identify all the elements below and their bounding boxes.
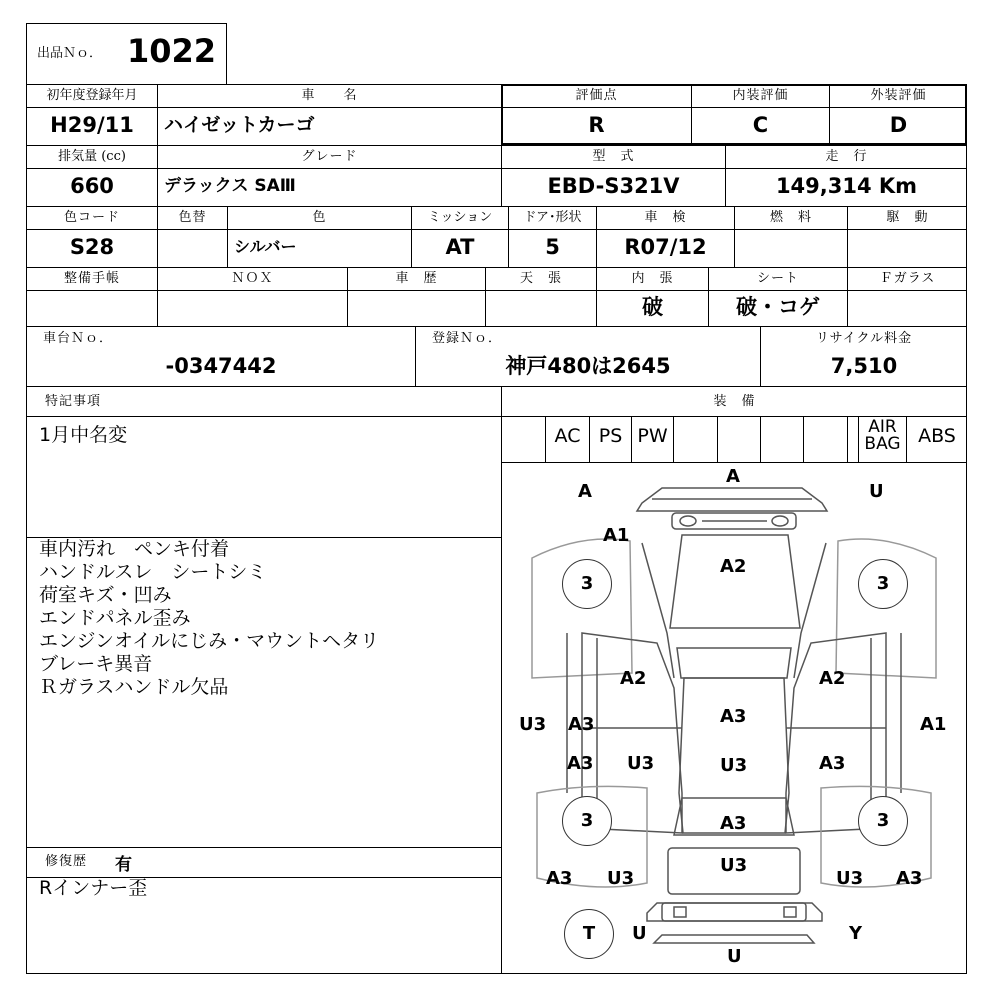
exterior-label: 外装評価 bbox=[870, 88, 927, 103]
equip-slot-5 bbox=[673, 416, 717, 462]
grade-value: デラックス SAⅢ bbox=[164, 176, 296, 196]
color-code-value: S28 bbox=[69, 235, 115, 259]
color-change-label: 色替 bbox=[178, 210, 207, 225]
first-reg-label: 初年度登録年月 bbox=[46, 88, 138, 103]
equip-airbag-line1: AIR bbox=[868, 417, 897, 437]
sunroof-label: 天 張 bbox=[519, 271, 562, 286]
doors-value: 5 bbox=[545, 235, 560, 259]
equip-slot-8 bbox=[803, 416, 847, 462]
registration-cell bbox=[415, 326, 760, 386]
registration-value: 神戸480は2645 bbox=[505, 354, 671, 378]
mission-cell bbox=[411, 206, 508, 267]
chassis-label: 車台Ｎｏ． bbox=[43, 331, 114, 346]
lot-label: 出品Ｎｏ． bbox=[37, 46, 103, 61]
doors-cell bbox=[508, 206, 596, 267]
mark-front-left: A bbox=[578, 481, 592, 502]
mark-left-door: A3 bbox=[568, 714, 595, 735]
registration-label: 登録Ｎｏ． bbox=[432, 331, 503, 346]
history-label: 車 歴 bbox=[395, 271, 438, 286]
inspection-cell bbox=[596, 206, 734, 267]
wheel-front-right: 3 bbox=[858, 559, 908, 609]
mark-left-lower-a3: A3 bbox=[567, 753, 594, 774]
mission-label: ミッション bbox=[427, 210, 493, 225]
mark-rear-left-u3: U3 bbox=[607, 868, 635, 889]
displacement-label: 排気量 (cc) bbox=[58, 149, 126, 164]
interior-ceiling-label: 内 張 bbox=[631, 271, 674, 286]
car-name-cell bbox=[157, 84, 501, 145]
wheel-rear-left: 3 bbox=[562, 796, 612, 846]
lot-number: 1022 bbox=[127, 32, 217, 70]
inspection-label: 車 検 bbox=[644, 210, 687, 225]
notes-line: Ｒガラスハンドル欠品 bbox=[39, 676, 229, 698]
notes-section bbox=[26, 386, 501, 974]
equip-slot-1 bbox=[501, 416, 545, 462]
nox-cell bbox=[157, 267, 347, 326]
mark-bottom-left: U bbox=[632, 923, 647, 944]
notes-line: 荷室キズ・凹み bbox=[39, 584, 172, 606]
mark-roof-a3: A3 bbox=[720, 706, 747, 727]
mission-value: AT bbox=[445, 235, 475, 259]
inspection-value: R07/12 bbox=[624, 235, 707, 259]
equipment-label: 装 備 bbox=[713, 394, 756, 409]
notes-line: 車内汚れ ペンキ付着 bbox=[39, 538, 230, 560]
maintenance-label: 整備手帳 bbox=[63, 271, 120, 286]
equip-ps: PS bbox=[589, 416, 631, 462]
chassis-cell bbox=[26, 326, 415, 386]
mark-bonnet: A2 bbox=[720, 556, 747, 577]
notes-line: エンドパネル歪み bbox=[39, 607, 191, 629]
displacement-cell bbox=[26, 145, 157, 206]
equip-abs: ABS bbox=[906, 416, 967, 462]
recycle-cell bbox=[760, 326, 967, 386]
notes-label: 特記事項 bbox=[45, 394, 102, 409]
mark-bottom-center: U bbox=[727, 946, 742, 967]
interior-ceiling-value: 破 bbox=[642, 295, 663, 319]
color-value: シルバー bbox=[234, 237, 297, 256]
interior-label: 内装評価 bbox=[732, 88, 789, 103]
notes-line: エンジンオイルにじみ・マウントヘタリ bbox=[39, 630, 380, 652]
doors-label: ドア･形状 bbox=[523, 210, 582, 225]
equip-pw: PW bbox=[631, 416, 673, 462]
equip-ac: AC bbox=[545, 416, 589, 462]
history-cell bbox=[347, 267, 485, 326]
wheel-front-left: 3 bbox=[562, 559, 612, 609]
fuel-cell bbox=[734, 206, 847, 267]
car-name-value: ハイゼットカーゴ bbox=[164, 114, 315, 136]
score-label: 評価点 bbox=[575, 88, 618, 103]
color-change-cell bbox=[157, 206, 227, 267]
score-value: R bbox=[588, 113, 605, 137]
color-label: 色 bbox=[312, 210, 327, 225]
mark-pillar-left: A2 bbox=[620, 668, 647, 689]
grade-cell bbox=[157, 145, 501, 206]
maintenance-cell bbox=[26, 267, 157, 326]
lot-box bbox=[26, 23, 227, 85]
grade-label: グレード bbox=[301, 149, 358, 164]
mark-right-side: A1 bbox=[920, 714, 947, 735]
mark-front-right: U bbox=[869, 481, 884, 502]
mark-right-lower-a3: A3 bbox=[819, 753, 846, 774]
tire-indicator: T bbox=[564, 909, 614, 959]
seat-value: 破・コゲ bbox=[736, 295, 820, 319]
mark-rear-u3: U3 bbox=[720, 855, 748, 876]
mark-rear-right-a3: A3 bbox=[896, 868, 923, 889]
drive-cell bbox=[847, 206, 967, 267]
equip-airbag-line2: BAG bbox=[864, 434, 901, 454]
mark-left-side: U3 bbox=[519, 714, 547, 735]
notes-line: ハンドルスレ シートシミ bbox=[39, 561, 267, 583]
drive-label: 駆 動 bbox=[886, 210, 929, 225]
displacement-value: 660 bbox=[70, 174, 114, 198]
interior-ceiling-cell bbox=[596, 267, 708, 326]
fuel-label: 燃 料 bbox=[769, 210, 812, 225]
notes-first: 1月中名変 bbox=[39, 424, 128, 446]
recycle-label: リサイクル料金 bbox=[815, 331, 913, 346]
mark-bonnet-left: A1 bbox=[603, 525, 630, 546]
mark-left-lower-u3: U3 bbox=[627, 753, 655, 774]
model-cell bbox=[501, 145, 725, 206]
equip-slot-7 bbox=[760, 416, 803, 462]
interior-value: C bbox=[752, 113, 769, 137]
equip-slot-9 bbox=[847, 416, 858, 462]
wheel-rear-right: 3 bbox=[858, 796, 908, 846]
notes-line: ブレーキ異音 bbox=[39, 653, 153, 675]
exterior-cell bbox=[829, 84, 967, 145]
nox-label: ＮＯＸ bbox=[231, 271, 274, 286]
mark-rear-left-a3: A3 bbox=[546, 868, 573, 889]
seat-cell bbox=[708, 267, 847, 326]
color-cell bbox=[227, 206, 411, 267]
repair-label: 修復歴 bbox=[45, 854, 88, 869]
score-cell bbox=[501, 84, 691, 145]
exterior-value: D bbox=[889, 113, 908, 137]
recycle-value: 7,510 bbox=[830, 354, 898, 378]
mark-bottom-right: Y bbox=[849, 923, 863, 944]
model-label: 型 式 bbox=[592, 149, 635, 164]
color-code-cell bbox=[26, 206, 157, 267]
car-diagram-area bbox=[501, 462, 967, 974]
sunroof-cell bbox=[485, 267, 596, 326]
chassis-value: -0347442 bbox=[165, 354, 277, 378]
mark-front-center: A bbox=[726, 466, 740, 487]
mileage-cell bbox=[725, 145, 967, 206]
repair-value: 有 bbox=[115, 855, 132, 875]
repair-detail: Rインナー歪 bbox=[39, 877, 148, 899]
first-reg-cell bbox=[26, 84, 157, 145]
mark-pillar-right: A2 bbox=[819, 668, 846, 689]
equip-slot-6 bbox=[717, 416, 760, 462]
first-reg-value: H29/11 bbox=[50, 113, 134, 137]
car-name-label: 車 名 bbox=[301, 88, 358, 103]
model-value: EBD-S321V bbox=[547, 174, 680, 198]
equip-airbag bbox=[858, 416, 906, 462]
mileage-label: 走 行 bbox=[825, 149, 868, 164]
seat-label: シート bbox=[756, 271, 799, 286]
glass-cell bbox=[847, 267, 967, 326]
interior-cell bbox=[691, 84, 829, 145]
mark-rear-a3: A3 bbox=[720, 813, 747, 834]
glass-label: Ｆガラス bbox=[879, 271, 936, 286]
color-code-label: 色コード bbox=[63, 210, 120, 225]
mark-roof-u3: U3 bbox=[720, 755, 748, 776]
mark-rear-right-u3: U3 bbox=[836, 868, 864, 889]
mileage-value: 149,314 Km bbox=[775, 174, 918, 198]
